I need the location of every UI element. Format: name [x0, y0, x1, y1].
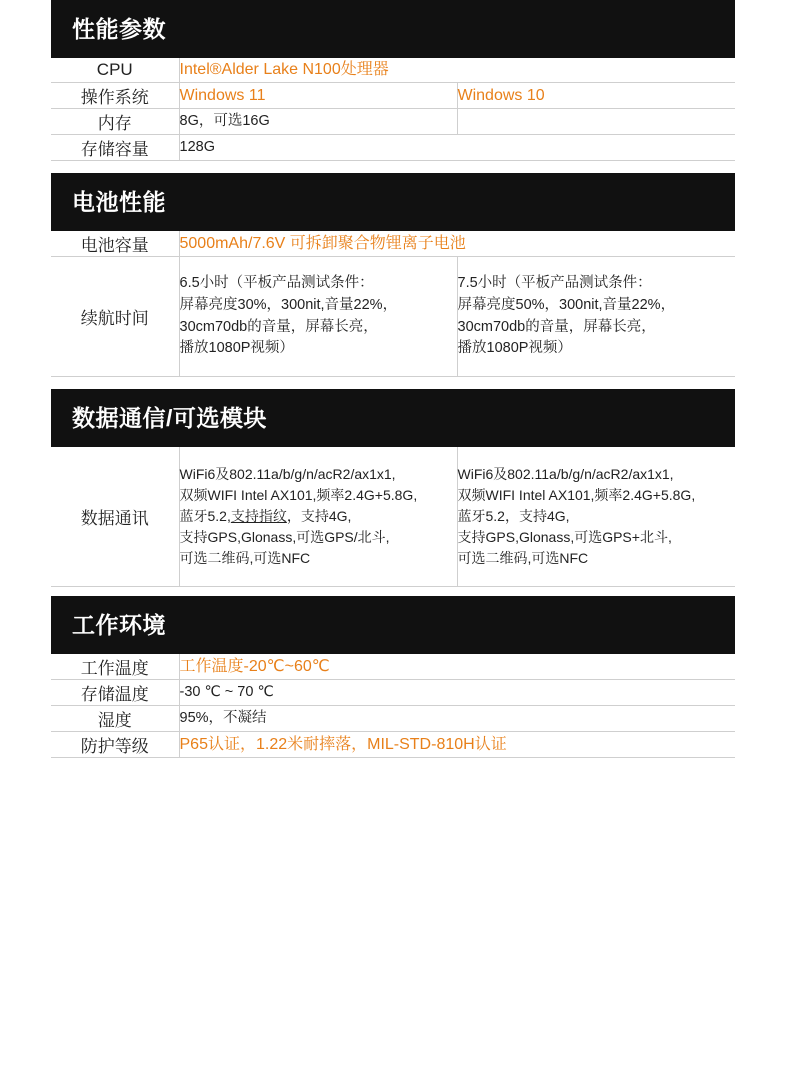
table-row: [51, 83, 735, 109]
section-header-battery: [51, 173, 735, 231]
table-environment: [51, 654, 735, 758]
value-text: 128G: [179, 138, 215, 155]
row-value: [179, 654, 735, 680]
value-text: 5000mAh/7.6V 可拆卸聚合物锂离子电池: [179, 234, 466, 252]
value-line: 屏幕亮度30%，300nit,音量22%，: [179, 296, 398, 313]
row-value: [179, 732, 735, 758]
row-label: 数据通讯: [51, 447, 179, 587]
table-battery: [51, 231, 735, 377]
row-label: 存储温度: [51, 680, 179, 706]
row-label: CPU: [51, 58, 179, 83]
section-header-performance: [51, 0, 735, 58]
value-text: 工作温度-20℃~60℃: [179, 657, 330, 675]
table-row: [51, 680, 735, 706]
row-value: [179, 680, 735, 706]
spacer: [51, 377, 735, 389]
value-text: Windows 10: [457, 86, 545, 104]
row-value-secondary: [457, 109, 735, 135]
value-line: 屏幕亮度50%，300nit,音量22%，: [457, 296, 676, 313]
value-line: 播放1080P视频）: [457, 340, 572, 357]
table-row: [51, 58, 735, 83]
row-value-secondary: [457, 257, 735, 377]
table-row: [51, 706, 735, 732]
value-line: 可选二维码,可选NFC: [457, 550, 589, 566]
value-line: 30cm70db的音量，屏幕长亮，: [179, 318, 378, 335]
row-label: 工作温度: [51, 654, 179, 680]
row-label: 存储容量: [51, 135, 179, 161]
value-text: 95%，不凝结: [179, 709, 267, 726]
row-value-secondary: [457, 83, 735, 109]
value-text: 8G，可选16G: [179, 112, 270, 129]
row-value: [179, 447, 457, 587]
spec-sheet: [51, 0, 735, 758]
value-line: 6.5小时（平板产品测试条件：: [179, 275, 374, 291]
row-value: [179, 706, 735, 732]
value-line: 播放1080P视频）: [179, 340, 294, 357]
value-text: Windows 11: [179, 86, 266, 104]
value-line: 蓝牙5.2，支持4G,: [457, 508, 570, 524]
value-line: 双频WIFI Intel AX101,频率2.4G+5.8G,: [179, 487, 418, 503]
row-value-secondary: [457, 447, 735, 587]
row-label: 操作系统: [51, 83, 179, 109]
value-line: WiFi6及802.11a/b/g/n/acR2/ax1x1,: [179, 466, 396, 482]
value-line: 双频WIFI Intel AX101,频率2.4G+5.8G,: [457, 487, 696, 503]
row-value: [179, 231, 735, 257]
section-header-environment: [51, 596, 735, 654]
table-data-comm: [51, 447, 735, 587]
table-row: [51, 231, 735, 257]
value-line: 30cm70db的音量，屏幕长亮，: [457, 318, 656, 335]
table-row: [51, 109, 735, 135]
row-value: [179, 135, 735, 161]
row-label: 湿度: [51, 706, 179, 732]
section-title: 工作环境: [72, 611, 166, 638]
row-label: 续航时间: [51, 257, 179, 377]
table-row: [51, 732, 735, 758]
table-row: [51, 447, 735, 587]
value-text: -30 ℃ ~ 70 ℃: [179, 683, 274, 700]
value-line: 支持GPS,Glonass,可选GPS+北斗,: [457, 529, 672, 545]
value-text: P65认证，1.22米耐摔落，MIL-STD-810H认证: [179, 735, 507, 753]
value-line: 7.5小时（平板产品测试条件：: [457, 275, 652, 291]
section-title: 性能参数: [72, 15, 166, 42]
table-row: [51, 654, 735, 680]
value-line-with-underline: 蓝牙5.2,支持指纹，支持4G,: [179, 508, 352, 524]
table-row: [51, 135, 735, 161]
value-line: WiFi6及802.11a/b/g/n/acR2/ax1x1,: [457, 466, 674, 482]
table-row: [51, 257, 735, 377]
value-line: 支持GPS,Glonass,可选GPS/北斗,: [179, 529, 390, 545]
value-text: Intel®Alder Lake N100处理器: [179, 61, 389, 78]
row-value: [179, 109, 457, 135]
section-header-data-comm: [51, 389, 735, 447]
section-title: 数据通信/可选模块: [72, 404, 267, 431]
row-label: 电池容量: [51, 231, 179, 257]
spacer: [51, 161, 735, 173]
row-value: [179, 58, 735, 83]
row-value: [179, 83, 457, 109]
row-label: 防护等级: [51, 732, 179, 758]
value-line: 可选二维码,可选NFC: [179, 550, 311, 566]
underlined-text: 支持指纹: [230, 508, 287, 524]
table-performance: [51, 58, 735, 161]
row-label: 内存: [51, 109, 179, 135]
row-value: [179, 257, 457, 377]
spacer: [51, 587, 735, 596]
section-title: 电池性能: [72, 188, 166, 215]
